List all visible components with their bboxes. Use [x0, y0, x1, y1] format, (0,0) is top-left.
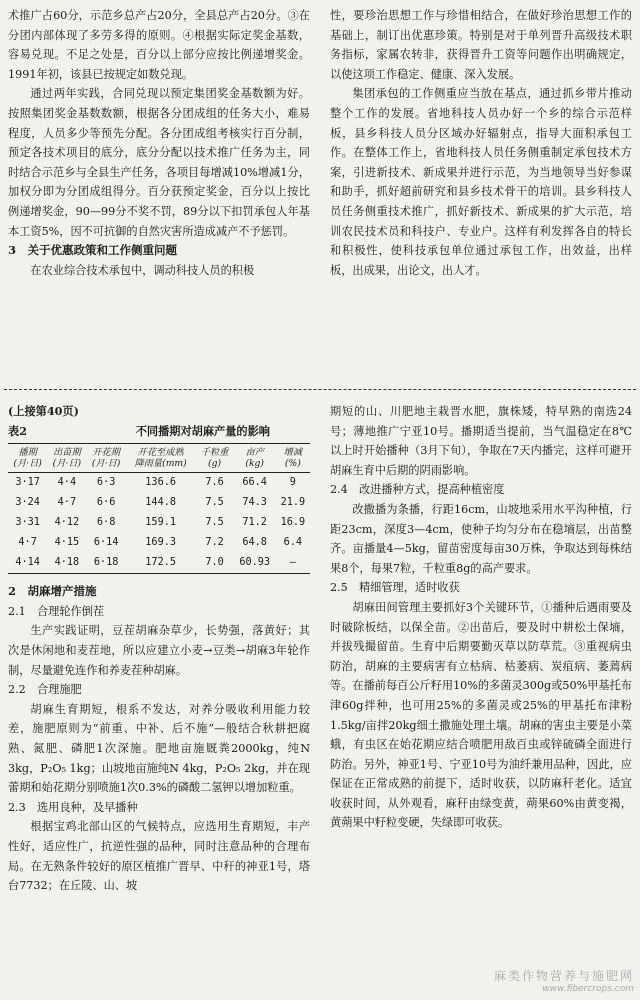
table-cell: 4·4: [57, 477, 77, 489]
table-cell: 7.5: [205, 497, 224, 509]
table-cell: 144.8: [145, 497, 176, 509]
table-row: [8, 513, 310, 533]
subsection-heading: 2.5 精细管理，适时收获: [330, 581, 460, 595]
table-cell: 4·18: [54, 557, 80, 569]
paragraph: 根据宝鸡北部山区的气候特点，应选用生育期短，丰产性好，适应性广，抗逆性强的品种，同时注意品种的合理布局。在无熟条件较好的原区植推广晋早、中秆的神亚1号，塔台7732；在丘陵、山、坡: [8, 820, 310, 893]
subsection-heading: 2.4 改进播种方式，提高种植密度: [330, 483, 505, 497]
col-header: 播期 (月·日): [13, 447, 42, 470]
paragraph: 通过两年实践，合同兑现以预定集团奖金基数额为好。按照集团奖金基数数额，根据各分团成组的任务大小，难易程度，人员多少等预先分配。各分团成组考核实行百分制，预定各技术项目的底分，底分分配以技术推广任务为主，同时结合示范乡与全县生产任务，各项目每增减10%增减1分，加权分即为分团成组得分。百分获预定奖金，百分以上按比例递增奖金，90—99分不奖不罚，89分以下扣罚承包人年基本工资5%，因不可抗御的自然灾害所造成减产不予惩罚。: [8, 87, 310, 238]
table-cell: 3·17: [15, 477, 40, 489]
site-watermark: [494, 970, 634, 996]
table-cell: 169.3: [145, 537, 176, 549]
watermark-title: 麻类作物营养与施肥网: [493, 969, 634, 983]
paragraph: 胡麻生育期短，根系不发达，对养分吸收利用能力较差，施肥原则为“前重、中补、后不施”—般结合秋耕把腐熟、氮肥、磷肥1次深施。肥地亩施厩粪2000kg，纯N 3kg，P₂O₅ 1kg；山坡地亩施纯N 4kg，P₂O₅ 2kg，并在现蕾期和始花期分别喷施1次0.3%的磷酸二氢钾以增加粒重。: [8, 702, 310, 795]
table-cell: 4·7: [57, 497, 77, 509]
table-cell: 66.4: [242, 477, 267, 489]
table-cell: 7.6: [205, 477, 224, 489]
table-cell: 6·14: [93, 537, 119, 549]
table-cell: 74.3: [242, 497, 267, 509]
table-title: 不同播期对胡麻产量的影响: [135, 423, 270, 438]
table-cell: 3·31: [15, 517, 40, 529]
subsection-heading: 2.2 合理施肥: [8, 683, 82, 697]
table-cell: 172.5: [145, 557, 176, 569]
col-header: 增减 (%): [283, 447, 303, 470]
section-heading: 2 胡麻增产措施: [8, 584, 97, 599]
col-header: 亩产 (kg): [245, 447, 264, 470]
subsection-heading: 2.3 选用良种，及早播种: [8, 800, 138, 814]
table-cell: 4·12: [54, 517, 80, 529]
table-cell: 3·24: [15, 497, 40, 509]
col-header: 开花至成熟 降雨量(mm): [134, 447, 187, 470]
table-label: 表2: [8, 423, 27, 438]
article-bottom-right-column: [330, 402, 632, 833]
table-row: [8, 533, 310, 553]
table-cell: 6·6: [96, 497, 116, 509]
table-header-row: [8, 444, 310, 473]
paragraph: 期短的山、川肥地主栽晋水肥，旗株矮，特早熟的南选24号；薄地推广宁亚10号。播期适当提前，当气温稳定在8℃以上时开始播种（3月下旬），争取在7天内播完，这样可避开胡麻生育中后期的阴雨影响。: [330, 405, 632, 477]
col-header: 千粒重 (g): [200, 447, 229, 470]
article-top-right-column: [330, 6, 632, 280]
paragraph: 性，要珍治思想工作与珍惜相结合，在做好珍治思想工作的基础上，制订出优惠珍策。特别是对于单列晋升高级技术职务指标，家属农转非，获得晋升工资等问题作出明确规定，以使这项工作稳定、健康、深入发展。: [330, 9, 632, 81]
paragraph: 在农业综合技术承包中，调动科技人员的积极: [30, 263, 255, 277]
col-header: 开花期 (月·日): [91, 447, 121, 470]
paragraph: 集团承包的工作侧重应当放在基点，通过抓乡带片推动整个工作的发展。省地科技人员办好一个乡的综合示范样板，县乡科技人员分区域办好辐射点，指导大面积承包工作。在整体工作上，省地科技人员任务侧重制定承包技术方案，引进新技术、新成果并进行示范，为当地领导当好参谋和助手，抓好超前研究和县乡技术骨干的培训。县乡科技人员任务侧重技术推广，抓好新技术、新成果的扩大示范，培训农民技术员和科技户、专业户。这样有利发挥各自的特长和积极性，使科技承包单位通过承包工作，出效益，出样板，出成果，出论文，出人才。: [330, 87, 632, 277]
table-cell: 7.0: [205, 557, 224, 569]
sowing-date-yield-table: [8, 443, 310, 574]
section-heading: 3 关于优惠政策和工作侧重问题: [8, 243, 177, 258]
table-cell: 4·7: [18, 537, 37, 549]
table-cell: 159.1: [145, 517, 176, 529]
table-cell: 7.5: [205, 517, 224, 529]
paragraph: 改撒播为条播，行距16cm，山坡地采用水平沟种植，行距23cm，深度3—4cm，使种子均匀分布在稳墒层，出苗整齐。亩播量4—5kg，留苗密度每亩30万株，争取达到每株结果8个，每果7粒，千粒重8g的高产要求。: [330, 502, 632, 575]
table-cell: 64.8: [242, 537, 267, 549]
article-bottom-left-column: [8, 402, 310, 896]
subsection-heading: 2.1 合理轮作倒茬: [8, 604, 105, 618]
paragraph: 生产实践证明，豆茬胡麻杂草少，长势强，落黄好；其次是休闲地和麦茬地，所以应建立小麦→豆类→胡麻3年轮作制，尽量避免连作和养麦茬种胡麻。: [8, 624, 310, 677]
table-cell: 136.6: [145, 477, 176, 489]
table-cell: 9: [289, 477, 296, 489]
table-cell: 4·15: [54, 537, 80, 549]
col-header: 出苗期 (月·日): [52, 447, 82, 470]
table-cell: 21.9: [280, 497, 306, 509]
table-cell: 7.2: [205, 537, 224, 549]
table-cell: 6.4: [283, 537, 303, 549]
continued-from-note: (上接第40页): [8, 404, 79, 418]
table-row: [8, 553, 310, 574]
paragraph: 术推广占60分，示范乡总产占20分，全县总产占20分。③在分团内部体现了多劳多得的原则。④根据实际定奖金基数，容易兑现。不足之处是，百分以上部分应按比例递增奖金。1991年初，该县已按规定如数兑现。: [8, 9, 310, 81]
table-cell: 4·14: [15, 557, 40, 569]
table-cell: 6·3: [96, 477, 116, 489]
table-row: [8, 493, 310, 513]
table-row: [8, 473, 310, 494]
watermark-url: www.fibercrops.com: [542, 984, 634, 994]
table-cell: —: [289, 557, 296, 569]
table-cell: 6·8: [96, 517, 116, 529]
article-top-left-column: [8, 6, 310, 280]
table-caption: [8, 422, 310, 442]
table-cell: 60.93: [239, 557, 270, 569]
table-cell: 6·18: [93, 557, 119, 569]
table-cell: 71.2: [242, 517, 267, 529]
table-cell: 16.9: [280, 517, 306, 529]
article-divider: [4, 389, 636, 390]
paragraph: 胡麻田间管理主要抓好3个关键环节，①播种后遇雨要及时破除板结，以保全苗。②出苗后，要及时中耕松土保墒，并拔残撮留苗。生育中后期要勤灭草以防草荒。③重视病虫防治，胡麻的主要病害有立枯病、枯萎病、炭疽病、萎蔫病等。在播前每百公斤籽用10%的多菌灵300g或50%甲基托布津60g拌种，也可用25%的多菌灵或25%的甲基托布津粉1.5kg/亩拌20kg细土撒施处理土壤。胡麻的害虫主要是小菜蛾，有虫区在始花期应结合喷肥用敌百虫或锌硫磷全面进行防治。另外，神亚1号、宁亚10号为油纤兼用品种，因此，应保证在正常成熟的前提下，适时收获，以防麻秆老化。适宜收获时间，从外观看，麻秆由绿变黄，蒴果60%由黄变褐，黄蒴果中籽粒变硬，失绿即可收获。: [330, 600, 632, 830]
